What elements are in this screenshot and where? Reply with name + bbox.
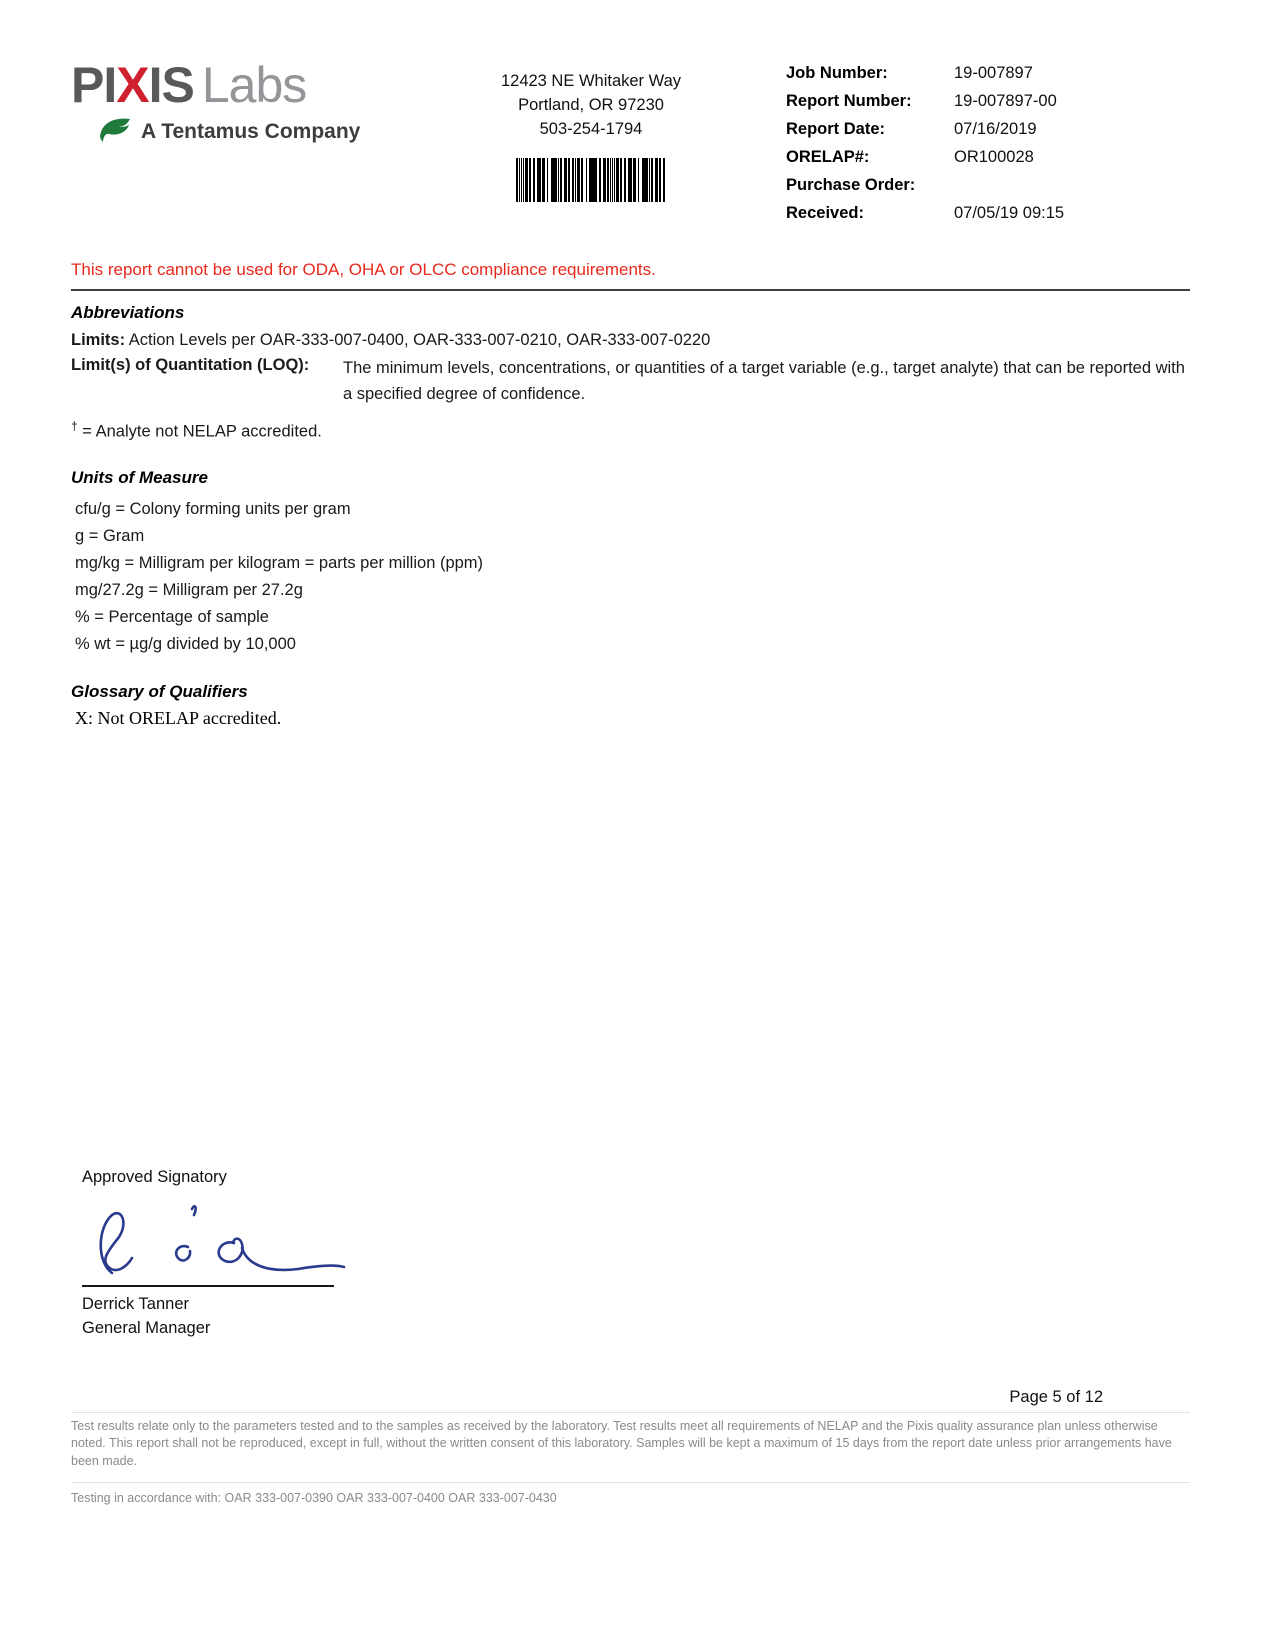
limits-label: Limits: xyxy=(71,331,126,349)
tentamus-tagline-row xyxy=(97,114,441,149)
tentamus-leaf-icon xyxy=(97,114,133,149)
report-info-value: 07/16/2019 xyxy=(954,120,1037,138)
report-info-label: Report Date: xyxy=(786,120,886,138)
unit-item: g = Gram xyxy=(75,526,145,545)
logo-text-is: IS xyxy=(148,57,194,113)
footer-testing-standards: Testing in accordance with: OAR 333-007-0390 OAR 333-007-0400 OAR 333-007-0430 xyxy=(71,1482,1190,1507)
approved-signatory-label: Approved Signatory xyxy=(82,1168,227,1186)
report-info-row xyxy=(786,176,1190,195)
glossary-item: X: Not ORELAP accredited. xyxy=(75,707,282,728)
pixis-logo-wordmark xyxy=(71,57,441,113)
lab-address-block xyxy=(441,60,741,202)
barcode-image xyxy=(516,158,666,202)
report-info-value xyxy=(954,176,1190,195)
report-info-label: Received: xyxy=(786,204,864,222)
unit-item: mg/27.2g = Milligram per 27.2g xyxy=(75,580,303,599)
report-info-row xyxy=(786,120,1190,139)
signatory-name: Derrick Tanner xyxy=(82,1295,189,1313)
report-footer xyxy=(71,1412,1190,1507)
report-info-label: Purchase Order: xyxy=(786,176,916,194)
report-info-value: 19-007897 xyxy=(954,64,1033,82)
signature-image xyxy=(82,1201,372,1289)
header-divider xyxy=(71,289,1190,291)
report-info-row xyxy=(786,64,1190,83)
report-info-table xyxy=(741,60,1190,232)
report-info-value: 19-007897-00 xyxy=(954,92,1057,110)
signatory-title: General Manager xyxy=(82,1319,211,1337)
limits-text: Action Levels per OAR-333-007-0400, OAR-333-007-0210, OAR-333-007-0220 xyxy=(128,331,711,349)
lab-address-line3: 503-254-1794 xyxy=(539,119,643,138)
dagger-note xyxy=(71,419,1190,442)
signature-line xyxy=(82,1285,334,1287)
loq-line xyxy=(71,356,1190,407)
abbreviations-heading: Abbreviations xyxy=(71,303,185,322)
compliance-notice: This report cannot be used for ODA, OHA or OLCC compliance requirements. xyxy=(71,260,656,279)
lab-address-line2: Portland, OR 97230 xyxy=(518,95,664,114)
dagger-symbol: † xyxy=(71,419,78,434)
report-info-label: Report Number: xyxy=(786,92,912,110)
report-info-label: ORELAP#: xyxy=(786,148,870,166)
report-info-label: Job Number: xyxy=(786,64,888,82)
loq-label: Limit(s) of Quantitation (LOQ): xyxy=(71,356,310,374)
report-header xyxy=(71,57,1190,232)
limits-line xyxy=(71,331,1190,350)
report-info-value: OR100028 xyxy=(954,148,1034,166)
tentamus-tagline: A Tentamus Company xyxy=(141,119,361,143)
report-info-value: 07/05/19 09:15 xyxy=(954,204,1065,222)
units-heading: Units of Measure xyxy=(71,467,208,487)
report-info-row xyxy=(786,92,1190,111)
unit-item: mg/kg = Milligram per kilogram = parts per million (ppm) xyxy=(75,553,484,572)
units-list xyxy=(71,496,1190,658)
pixis-logo xyxy=(71,57,441,149)
logo-text-labs: Labs xyxy=(201,57,307,113)
unit-item: % wt = µg/g divided by 10,000 xyxy=(75,634,296,653)
loq-text: The minimum levels, concentrations, or quantities of a target variable (e.g., target analyte) that can be reported with a specified degree of confidence. xyxy=(343,359,1185,403)
glossary-heading: Glossary of Qualifiers xyxy=(71,681,248,701)
signature-block xyxy=(82,1168,512,1338)
dagger-text: = Analyte not NELAP accredited. xyxy=(82,422,322,441)
page-number: Page 5 of 12 xyxy=(1009,1388,1103,1406)
logo-text-pi: PI xyxy=(71,57,117,113)
unit-item: % = Percentage of sample xyxy=(75,607,269,626)
footer-disclaimer: Test results relate only to the parameters tested and to the samples as received by the laboratory. Test results meet all requirements of NELAP and the Pixis quality assurance plan unless otherwise noted. This report shall not be reproduced, except in full, without the written consent of this laboratory. Samples will be kept a maximum of 15 days from the report date unless prior arrangements have been made. xyxy=(71,1412,1190,1470)
logo-text-x: X xyxy=(116,57,149,113)
unit-item: cfu/g = Colony forming units per gram xyxy=(75,499,351,518)
report-info-row xyxy=(786,204,1190,223)
report-info-row xyxy=(786,148,1190,167)
lab-address-line1: 12423 NE Whitaker Way xyxy=(500,72,682,90)
